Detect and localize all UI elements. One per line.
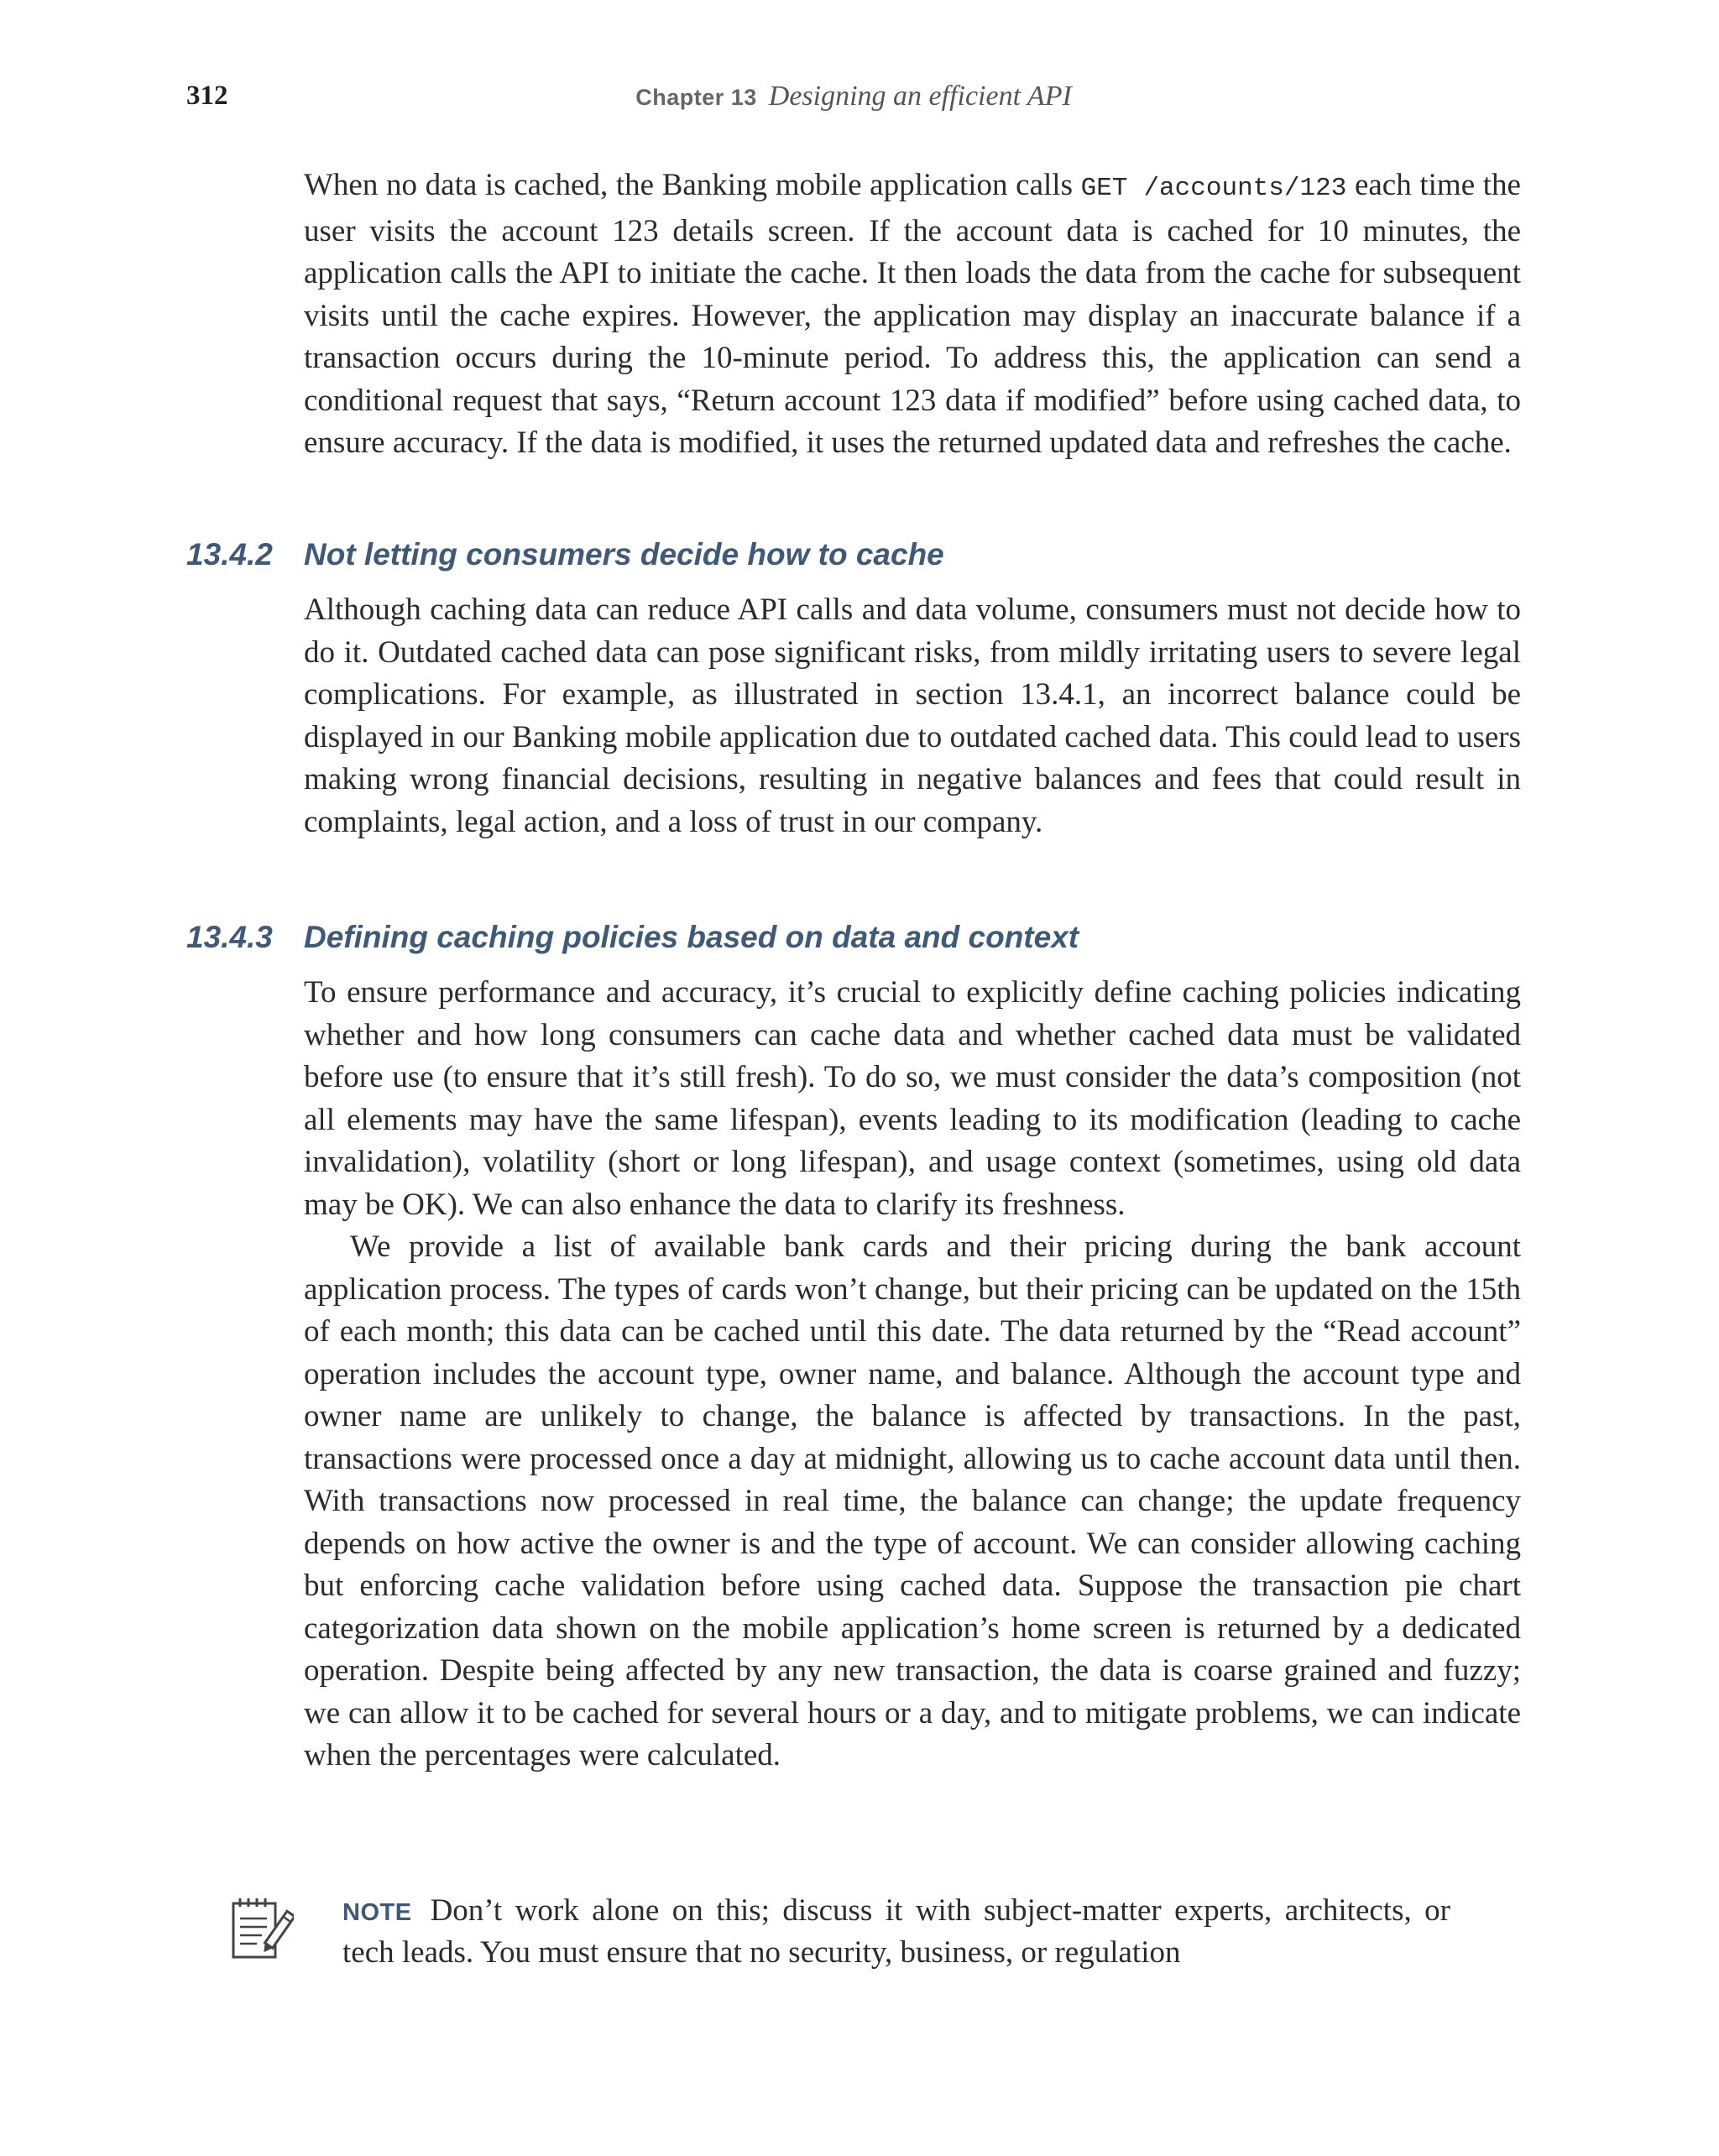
note-text: Don’t work alone on this; discuss it with subject-matter experts, architects, or tech leads. You must ensure that no security, business, or regulation [342,1893,1450,1970]
intro-text-start: When no data is cached, the Banking mobile application calls [304,168,1081,202]
intro-paragraph-block [304,164,1521,465]
section-paragraph: To ensure performance and accuracy, it’s crucial to explicitly define caching policies indicating whether and how long consumers can cache data and whether cached data must be validated before use (to ensure that it’s still fresh). To do so, we must consider the data’s composition (not all elements may have the same lifespan), events leading to its modification (leading to cache invalidation), volatility (short or long lifespan), and usage context (sometimes, using old data may be OK). We can also enhance the data to clarify its freshness. [304,975,1521,1222]
section-heading-13-4-3 [186,920,1521,963]
section-title: Defining caching policies based on data and context [304,920,1079,954]
section-number: 13.4.2 [186,537,273,572]
section-title: Not letting consumers decide how to cache [304,537,944,572]
chapter-title: Designing an efficient API [768,81,1072,112]
section-heading-13-4-2 [186,537,1521,581]
intro-paragraph [304,164,1521,465]
section-number: 13.4.3 [186,920,273,954]
chapter-label: Chapter 13 [635,85,757,110]
note-paragraph [342,1891,1450,1972]
section-paragraph: Although caching data can reduce API calls and data volume, consumers must not decide how to do it. Outdated cached data can pose significant risks, from mildly irritating users to severe legal complications. For example, as illustrated in section 13.4.1, an incorrect balance could be displayed in our Banking mobile application due to outdated cached data. This could lead to users making wrong financial decisions, resulting in negative balances and fees that could result in complaints, legal action, and a loss of trust in our company. [304,593,1521,839]
page-header [186,81,1521,123]
note-block [342,1891,1450,1972]
section-paragraph: We provide a list of available bank cards and their pricing during the bank account application process. The types of cards won’t change, but their pricing can be updated on the 15th of each month; this data can be cached until this date. The data returned by the “Read account” operation includes the account type, owner name, and balance. Although the account type and owner name are unlikely to change, the balance is affected by transactions. In the past, transactions were processed once a day at midnight, allowing us to cache account data until then. With transactions now processed in real time, the balance can change; the update frequency depends on how active the owner is and the type of account. We can consider allowing caching but enforcing cache validation before using cached data. Suppose the transaction pie chart categorization data shown on the mobile application’s home screen is returned by a dedicated operation. Despite being affected by any new transaction, the data is coarse grained and fuzzy; we can allow it to be cached for several hours or a day, and to mitigate problems, we can indicate when the percentages were calculated. [304,1229,1521,1772]
intro-text-end: each time the user visits the account 123 details screen. If the account data is cached for 10 minutes, the application calls the API to initiate the cache. It then loads the data from the cache for subsequent visits until the cache expires. However, the application may display an inaccurate balance if a transaction occurs during the 10-minute period. To address this, the application can send a conditional request that says, “Return account 123 data if modified” before using cached data, to ensure accuracy. If the data is modified, it uses the returned updated data and refreshes the cache. [304,168,1521,460]
note-pad-icon [228,1895,294,1962]
section-13-4-3-body [304,972,1521,1778]
page-number: 312 [186,81,228,111]
note-label: NOTE [342,1899,412,1926]
inline-code: GET /accounts/123 [1080,174,1347,203]
section-13-4-2-body [304,589,1521,843]
running-title [186,81,1521,112]
